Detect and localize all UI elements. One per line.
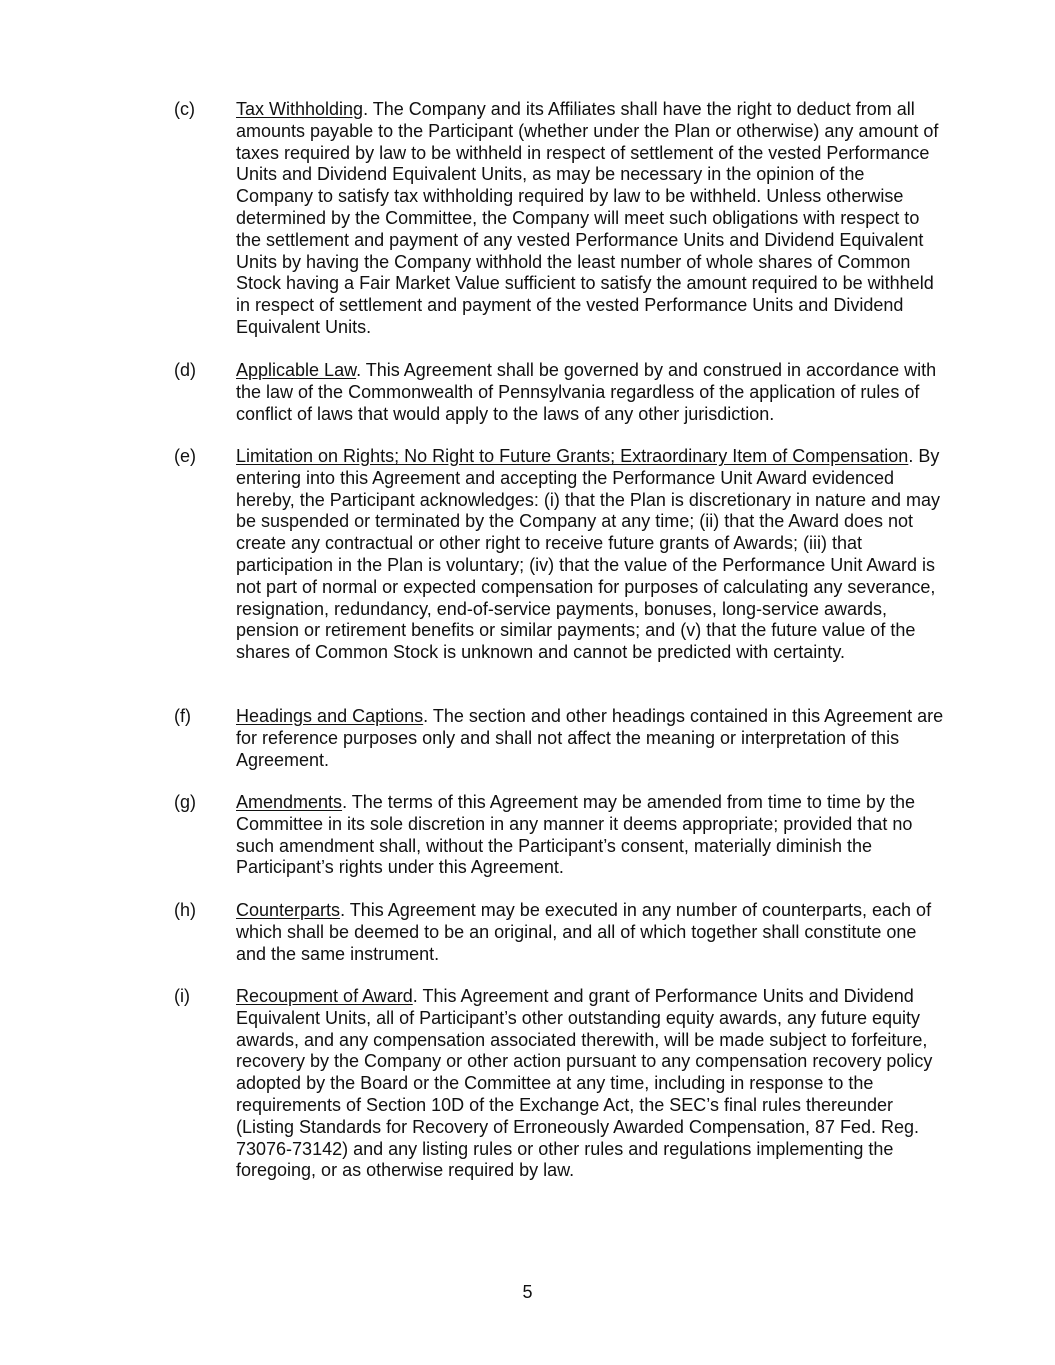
clause-body [236, 792, 946, 879]
clause-label: (d) [174, 360, 196, 380]
clause-body [236, 706, 946, 771]
clause-heading: Headings and Captions [236, 706, 424, 726]
clause-body [236, 360, 946, 425]
clause-label: (i) [174, 986, 190, 1006]
clause-label: (g) [174, 792, 196, 812]
clause-text: . The terms of this Agreement may be amended from time to time by the Committee in its sole discretion in any manner it deems appropriate; provided that no such amendment shall, without the Participant’s consent, materially diminish the Participant’s rights under this Agreement. [236, 792, 915, 878]
clause-heading: Recoupment of Award [236, 986, 413, 1006]
clause-c [174, 99, 954, 339]
clause-body [236, 986, 946, 1182]
clause-label: (e) [174, 446, 196, 466]
clause-heading: Tax Withholding [236, 99, 364, 119]
clause-text: . The section and other headings contained in this Agreement are for reference purposes only and shall not affect the meaning or interpretation of this Agreement. [236, 706, 944, 770]
clause-i [174, 986, 954, 1182]
clause-text: . This Agreement and grant of Performance Units and Dividend Equivalent Units, all of Participant’s other outstanding equity awards, any future equity awards, and any compensation associated therewith, will be made subject to forfeiture, recovery by the Company or other action pursuant to any compensation recovery policy adopted by the Board or the Committee at any time, including in response to the requirements of Section 10D of the Exchange Act, the SEC’s final rules thereunder (Listing Standards for Recovery of Erroneously Awarded Compensation, 87 Fed. Reg. 73076-73142) and any listing rules or other rules and regulations implementing the foregoing, or as otherwise required by law. [236, 986, 933, 1181]
clause-text: . By entering into this Agreement and accepting the Performance Unit Award evidenced hereby, the Participant acknowledges: (i) that the Plan is discretionary in nature and may be suspended or terminated by the Company at any time; (ii) that the Award does not create any contractual or other right to receive future grants of Awards; (iii) that participation in the Plan is voluntary; (iv) that the value of the Performance Unit Award is not part of normal or expected compensation for purposes of calculating any severance, resignation, redundancy, end-of-service payments, bonuses, long-service awards, pension or retirement benefits or similar payments; and (v) that the future value of the shares of Common Stock is unknown and cannot be predicted with certainty. [236, 446, 941, 663]
clause-g [174, 792, 954, 879]
clause-text: . This Agreement may be executed in any number of counterparts, each of which shall be deemed to be an original, and all of which together shall constitute one and the same instrument. [236, 900, 932, 964]
page-number: 5 [522, 1282, 533, 1302]
clause-h [174, 900, 954, 965]
clause-heading: Counterparts [236, 900, 341, 920]
clause-text: . The Company and its Affiliates shall have the right to deduct from all amounts payable to the Participant (whether under the Plan or otherwise) any amount of taxes required by law to be withheld in respect of settlement of the vested Performance Units and Dividend Equivalent Units, as may be necessary in the opinion of the Company to satisfy tax withholding required by law to be withheld. Unless otherwise determined by the Committee, the Company will meet such obligations with respect to the settlement and payment of any vested Performance Units and Dividend Equivalent Units by having the Company withhold the least number of whole shares of Common Stock having a Fair Market Value sufficient to satisfy the amount required to be withheld in respect of settlement and payment of the vested Performance Units and Dividend Equivalent Units. [236, 99, 939, 337]
clause-heading: Limitation on Rights; No Right to Future Grants; Extraordinary Item of Compensation [236, 446, 909, 466]
clause-body [236, 900, 946, 965]
clause-body [236, 446, 946, 664]
clause-e [174, 446, 954, 664]
clause-label: (c) [174, 99, 195, 119]
clause-body [236, 99, 946, 339]
clause-heading: Applicable Law [236, 360, 357, 380]
clause-label: (h) [174, 900, 196, 920]
clause-d [174, 360, 954, 425]
clause-heading: Amendments [236, 792, 343, 812]
clause-text: . This Agreement shall be governed by and construed in accordance with the law of the Commonwealth of Pennsylvania regardless of the application of rules of conflict of laws that would apply to the laws of any other jurisdiction. [236, 360, 937, 424]
clause-f [174, 706, 954, 771]
clause-label: (f) [174, 706, 191, 726]
